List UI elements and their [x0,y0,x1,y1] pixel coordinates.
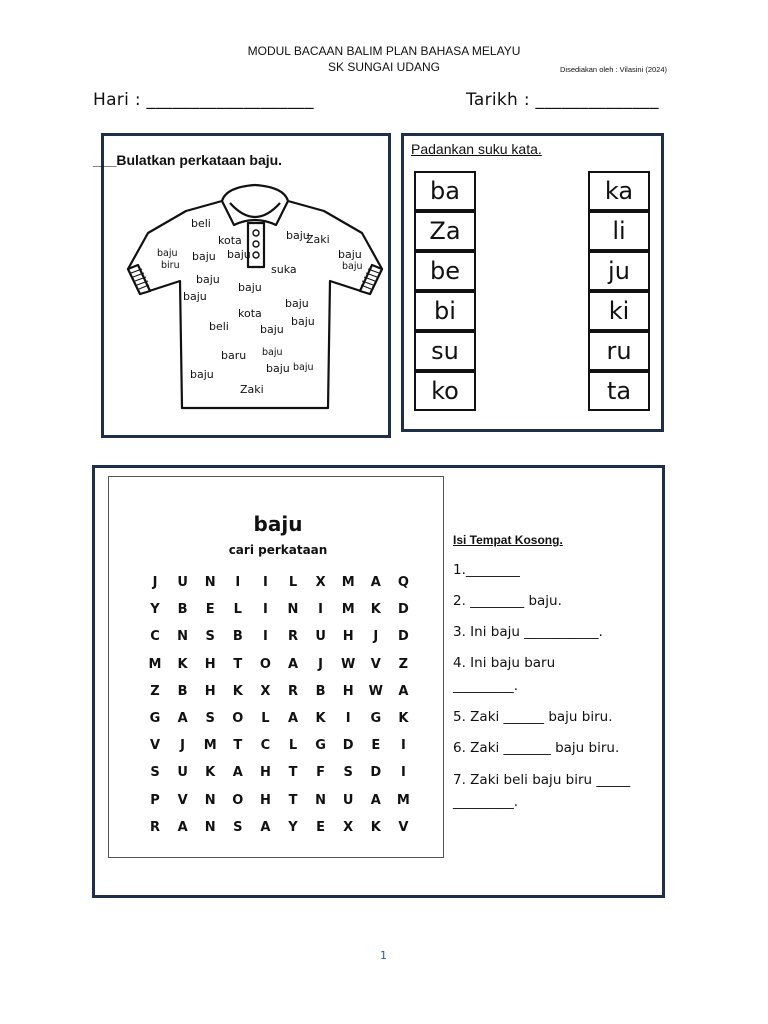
grid-letter: V [149,738,161,754]
grid-letter: Z [150,683,160,699]
padankan-title: Padankan suku kata. [411,141,542,157]
shirt-word: Zaki [240,383,264,396]
grid-letter: N [204,792,216,808]
grid-letter: U [177,765,188,781]
hari-field: Hari : ___________________ [93,90,314,110]
grid-letter: N [315,792,327,808]
isi-item: 5. Zaki ______ baju biru. [453,709,613,725]
shirt-word: baju [338,248,362,261]
grid-letter: J [318,656,324,672]
grid-letter: I [345,711,351,726]
grid-letter: X [260,683,271,699]
grid-letter: M [148,656,162,672]
grid-letter: H [342,629,354,645]
isi-title: Isi Tempat Kosong. [453,533,563,547]
grid-letter: V [177,792,188,808]
grid-letter: D [397,629,409,645]
shirt-word: baju [157,248,178,259]
grid-letter: T [288,792,298,808]
grid-letter: T [233,656,243,672]
grid-letter: H [259,792,271,808]
grid-letter: W [368,683,383,699]
syllable-right: ru [588,331,650,371]
grid-letter: K [177,656,188,672]
grid-letter: H [204,683,216,699]
shirt-word: baju [183,290,207,303]
grid-letter: U [177,575,188,590]
grid-letter: B [177,683,188,699]
grid-letter: V [370,656,381,672]
grid-letter: N [204,575,216,590]
grid-letter: S [205,629,215,645]
grid-letter: R [287,683,298,699]
page-number: 1 [380,949,387,962]
shirt-word: baju [291,315,315,328]
grid-letter: J [180,738,186,754]
grid-letter: A [370,792,381,808]
grid-letter: O [232,711,244,726]
grid-letter: R [287,629,298,645]
grid-letter: M [203,738,217,754]
syllable-left: ba [414,171,476,211]
shirt-word: baju [238,281,262,294]
grid-letter: V [398,819,409,835]
shirt-word: Zaki [306,233,330,246]
grid-letter: N [287,602,299,618]
grid-letter: A [398,683,409,699]
isi-item: 1.________ [453,562,520,578]
shirt-word: baju [260,323,284,336]
syllable-left: Za [414,211,476,251]
grid-letter: H [204,656,216,672]
grid-letter: B [232,629,243,645]
grid-letter: A [260,819,271,835]
grid-letter: X [315,575,326,590]
shirt-word: beli [209,320,229,333]
syllable-right: ki [588,291,650,331]
grid-letter: K [370,602,381,618]
shirt-word: baju [190,368,214,381]
grid-letter: Z [398,656,409,672]
grid-letter: W [341,656,356,672]
grid-letter: G [149,711,161,726]
syllable-right: ka [588,171,650,211]
syllable-right: ta [588,371,650,411]
grid-letter: B [177,602,188,618]
grid-letter: T [233,738,243,754]
grid-letter: Q [397,575,409,590]
grid-letter: X [343,819,354,835]
grid-letter: A [177,819,188,835]
isi-item: 2. ________ baju. [453,593,562,609]
grid-letter: G [315,738,326,754]
shirt-word: baju [285,297,309,310]
shirt-word: baju [227,248,251,261]
grid-letter: B [315,683,326,699]
title-line-2: SK SUNGAI UDANG [327,60,441,74]
shirt-word: suka [271,263,297,276]
grid-letter: I [262,575,268,590]
grid-letter: H [342,683,354,699]
grid-letter: U [342,792,354,808]
grid-letter: K [398,711,409,726]
shirt-word: baju [342,261,363,272]
syllable-left: ko [414,371,476,411]
grid-letter: I [262,602,268,618]
credit-text: Disediakan oleh : Vilasini (2024) [560,65,668,74]
grid-letter: S [205,711,215,726]
grid-letter: E [371,738,381,754]
grid-letter: U [315,629,326,645]
grid-letter: L [288,738,298,754]
grid-letter: J [373,629,379,645]
tarikh-field: Tarikh : ______________ [466,90,659,110]
title-line-1: MODUL BACAAN BALIM PLAN BAHASA MELAYU [247,44,521,58]
isi-item: _________. [453,678,519,694]
isi-item: 4. Ini baju baru [453,655,556,671]
grid-letter: N [177,629,189,645]
syllable-left: be [414,251,476,291]
grid-letter: N [204,819,216,835]
grid-letter: M [341,602,355,618]
grid-letter: P [150,792,160,808]
wordsearch-subtitle: cari perkataan [228,543,328,557]
shirt-word: kota [238,307,262,320]
grid-letter: I [262,629,268,645]
shirt-word: baju [262,347,283,358]
grid-letter: M [341,575,355,590]
grid-letter: T [288,765,298,781]
grid-letter: Y [288,819,298,835]
isi-item: _________. [453,794,519,810]
shirt-word: baju [286,229,310,242]
grid-letter: S [343,765,353,781]
grid-letter: H [259,765,271,781]
grid-letter: A [177,711,188,726]
syllable-right: li [588,211,650,251]
grid-letter: Y [150,602,160,618]
grid-letter: R [149,819,160,835]
syllable-left: bi [414,291,476,331]
grid-letter: E [205,602,215,618]
grid-letter: K [315,711,326,726]
syllable-left: su [414,331,476,371]
wordsearch-title: baju [253,512,303,536]
grid-letter: L [261,711,270,726]
grid-letter: A [287,711,299,726]
grid-letter: I [400,765,406,781]
grid-letter: D [397,602,409,618]
syllable-right: ju [588,251,650,291]
grid-letter: C [150,629,160,645]
grid-letter: D [342,738,354,754]
grid-letter: D [370,765,382,781]
grid-letter: A [232,765,243,781]
shirt-word: biru [161,260,180,271]
grid-letter: G [370,711,382,726]
isi-item: 3. Ini baju ___________. [453,624,603,640]
grid-letter: K [232,683,243,699]
grid-letter: S [233,819,243,835]
shirt-word: beli [191,217,211,230]
grid-letter: I [400,738,406,754]
grid-letter: O [259,656,271,672]
shirt-word: baju [192,250,216,263]
bulatkan-title: ___Bulatkan perkataan baju. [93,152,283,168]
grid-letter: L [233,602,242,618]
grid-letter: O [232,792,244,808]
shirt-word: baru [221,349,247,362]
shirt-word: baju [293,362,314,373]
grid-letter: S [150,765,160,781]
grid-letter: M [396,792,410,808]
shirt-word: baju [196,273,220,286]
isi-item: 7. Zaki beli baju biru _____ [453,772,631,788]
grid-letter: K [370,819,381,835]
grid-letter: A [370,575,381,590]
isi-item: 6. Zaki _______ baju biru. [453,740,620,756]
grid-letter: L [288,575,298,590]
grid-letter: K [205,765,216,781]
grid-letter: J [152,575,158,590]
shirt-illustration [126,181,386,411]
shirt-word: baju [266,362,290,375]
grid-letter: I [318,602,324,618]
grid-letter: C [260,738,271,754]
grid-letter: E [316,819,326,835]
grid-letter: F [316,765,326,781]
shirt-word: kota [218,234,242,247]
grid-letter: A [287,656,299,672]
grid-letter: I [235,575,241,590]
